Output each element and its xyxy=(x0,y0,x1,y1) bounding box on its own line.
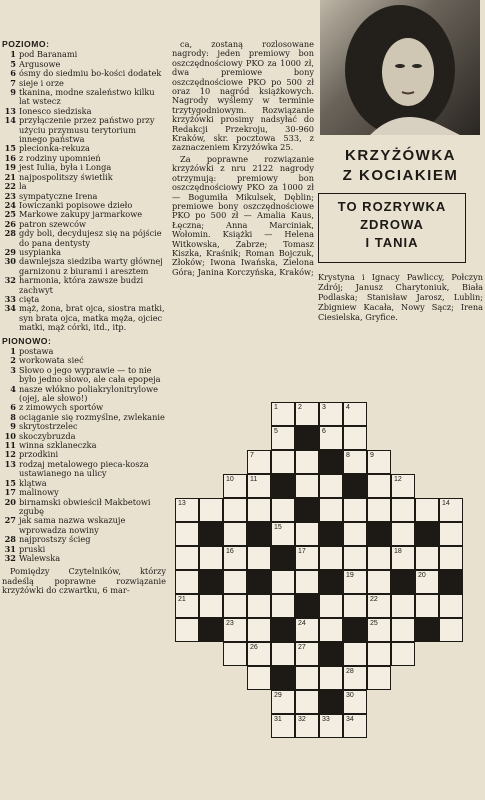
grid-cell[interactable] xyxy=(439,498,463,522)
clue-text: jest Iulia, była i Longa xyxy=(19,162,112,173)
slogan-box: TO ROZRYWKA ZDROWA I TANIA xyxy=(318,193,466,263)
clue-number: 30 xyxy=(4,256,16,267)
grid-cell[interactable] xyxy=(367,594,391,618)
grid-cell[interactable] xyxy=(367,474,391,498)
grid-cell[interactable] xyxy=(415,570,439,594)
grid-cell[interactable] xyxy=(319,666,343,690)
grid-cell[interactable] xyxy=(175,618,199,642)
grid-cell[interactable] xyxy=(199,546,223,570)
clue-text: ociąganie się rozmyślne, zwlekanie xyxy=(19,411,165,422)
clue-number: 20 xyxy=(4,496,16,507)
grid-cell[interactable] xyxy=(175,546,199,570)
grid-number: 15 xyxy=(274,524,282,531)
clue-number: 9 xyxy=(10,87,16,98)
clue-text: Argusowe xyxy=(19,58,61,69)
grid-number: 25 xyxy=(370,620,378,627)
clue-text: ósmy do siedmiu bo-kości dodatek xyxy=(19,68,162,79)
grid-cell[interactable] xyxy=(439,546,463,570)
grid-cell[interactable] xyxy=(271,690,295,714)
grid-black-cell xyxy=(319,690,343,714)
clue-item xyxy=(0,554,166,563)
grid-cell[interactable] xyxy=(247,642,271,666)
clue-text: sympatyczne Irena xyxy=(19,190,98,201)
grid-number: 33 xyxy=(322,716,330,723)
grid-cell[interactable] xyxy=(391,594,415,618)
grid-black-cell xyxy=(439,570,463,594)
grid-cell[interactable] xyxy=(415,546,439,570)
grid-number: 28 xyxy=(346,668,354,675)
grid-cell[interactable] xyxy=(391,642,415,666)
grid-cell[interactable] xyxy=(367,570,391,594)
clue-number: 11 xyxy=(4,440,16,451)
clue-text: z rodziny upomnień xyxy=(19,152,101,163)
grid-cell[interactable] xyxy=(247,474,271,498)
grid-cell[interactable] xyxy=(439,618,463,642)
clue-text: postawa xyxy=(19,346,54,356)
clue-number: 22 xyxy=(4,181,16,192)
clue-text: la xyxy=(19,181,27,192)
winners-list: Krystyna i Ignacy Pawliccy, Połczyn Zdrój; Janusz Charytoniuk, Biała Podlaska; Stanisław Jarosz, Lublin; Zbigniew Kacała, Nowy Sącz; Irena Ciesielska, Gryfice. xyxy=(318,272,483,322)
grid-cell[interactable] xyxy=(223,522,247,546)
grid-number: 16 xyxy=(226,548,234,555)
clue-text: usypianka xyxy=(19,246,61,257)
grid-black-cell xyxy=(199,522,223,546)
grid-number: 23 xyxy=(226,620,234,627)
grid-cell[interactable] xyxy=(391,498,415,522)
grid-number: 24 xyxy=(298,620,306,627)
clue-number: 1 xyxy=(10,49,16,60)
grid-black-cell xyxy=(295,594,319,618)
grid-cell[interactable] xyxy=(319,714,343,738)
grid-cell[interactable] xyxy=(295,546,319,570)
clue-number: 1 xyxy=(10,346,16,356)
clue-number: 32 xyxy=(4,552,16,563)
clue-number: 24 xyxy=(4,199,16,210)
grid-number: 2 xyxy=(298,404,302,411)
grid-number: 4 xyxy=(346,404,350,411)
clue-text: rodzaj metalowego pieca-kosza ustawianego na ulicy xyxy=(19,458,149,479)
clue-text: mąż, żona, brat ojca, siostra matki, syn brata ojca, matka męża, ojciec matki, mąż córki, itd., itp. xyxy=(19,303,165,333)
clue-number: 14 xyxy=(4,115,16,126)
grid-black-cell xyxy=(415,522,439,546)
clue-number: 13 xyxy=(4,458,16,469)
grid-number: 5 xyxy=(274,428,278,435)
grid-cell[interactable] xyxy=(319,594,343,618)
grid-cell[interactable] xyxy=(295,642,319,666)
grid-number: 31 xyxy=(274,716,282,723)
grid-cell[interactable] xyxy=(319,498,343,522)
clue-text: patron szewców xyxy=(19,218,87,229)
grid-cell[interactable] xyxy=(319,546,343,570)
grid-black-cell xyxy=(247,522,271,546)
grid-cell[interactable] xyxy=(295,666,319,690)
grid-number: 1 xyxy=(274,404,278,411)
grid-number: 10 xyxy=(226,476,234,483)
clue-text: przyłączenie przez państwo przy użyciu przymusu terytorium innego państwa xyxy=(19,115,155,145)
grid-cell[interactable] xyxy=(391,522,415,546)
clue-text: klątwa xyxy=(19,477,47,488)
grid-cell[interactable] xyxy=(367,450,391,474)
clue-text: harmonia, która zawsze budzi zachwyt xyxy=(19,275,144,295)
grid-cell[interactable] xyxy=(319,618,343,642)
clue-number: 29 xyxy=(4,246,16,257)
clue-text: jak sama nazwa wskazuje wprowadza nowiny xyxy=(19,515,126,535)
clue-text: Iowiczanki popisowe dzieło xyxy=(19,199,133,210)
grid-cell[interactable] xyxy=(367,666,391,690)
grid-cell[interactable] xyxy=(175,498,199,522)
grid-cell[interactable] xyxy=(343,570,367,594)
clue-text: nasze włókno poliakrylonitrylowe (ojej, ale słowo!) xyxy=(19,383,158,404)
grid-cell[interactable] xyxy=(343,594,367,618)
grid-number: 22 xyxy=(370,596,378,603)
clue-item xyxy=(0,460,166,479)
grid-black-cell xyxy=(319,570,343,594)
grid-black-cell xyxy=(271,666,295,690)
grid-cell[interactable] xyxy=(175,594,199,618)
grid-cell[interactable] xyxy=(343,426,367,450)
clue-number: 17 xyxy=(4,487,16,498)
grid-cell[interactable] xyxy=(343,450,367,474)
clue-number: 2 xyxy=(10,355,16,366)
clue-text: Słowo o jego wyprawie — to nie było jedno słowo, ale cała epopeja xyxy=(19,364,161,385)
clue-number: 7 xyxy=(10,77,16,88)
grid-cell[interactable] xyxy=(295,402,319,426)
grid-number: 30 xyxy=(346,692,354,699)
grid-cell[interactable] xyxy=(175,522,199,546)
grid-cell[interactable] xyxy=(271,642,295,666)
grid-cell[interactable] xyxy=(295,690,319,714)
clue-number: 12 xyxy=(4,449,16,460)
grid-cell[interactable] xyxy=(367,642,391,666)
clue-text: Markowe zakupy jarmarkowe xyxy=(19,209,143,220)
grid-black-cell xyxy=(343,474,367,498)
grid-black-cell xyxy=(271,618,295,642)
clue-number: 8 xyxy=(10,411,16,422)
clue-text: malinowy xyxy=(19,487,59,498)
grid-black-cell xyxy=(295,426,319,450)
grid-cell[interactable] xyxy=(295,618,319,642)
grid-black-cell xyxy=(391,570,415,594)
grid-number: 14 xyxy=(442,500,450,507)
grid-black-cell xyxy=(271,546,295,570)
grid-cell[interactable] xyxy=(295,570,319,594)
grid-cell[interactable] xyxy=(319,426,343,450)
down-heading: PIONOWO: xyxy=(2,335,52,346)
clue-text: najpospolitszy świetlik xyxy=(19,171,113,182)
grid-cell[interactable] xyxy=(271,426,295,450)
clue-item xyxy=(0,88,166,107)
grid-cell[interactable] xyxy=(223,546,247,570)
clue-number: 23 xyxy=(4,190,16,201)
clue-item xyxy=(0,304,166,332)
clue-number: 6 xyxy=(10,68,16,79)
across-clues xyxy=(0,50,166,332)
grid-cell[interactable] xyxy=(343,522,367,546)
grid-cell[interactable] xyxy=(391,546,415,570)
prize-text: ca, zostaną rozlosowane nagrody: jeden premiowy bon oszczędnościowy PKO za 1000 zł, dwa premiowe bony oszczędnościowe PKO po 500 zł oraz 10 nagród książkowych. Nagrody wyślemy w terminie trzytygodniowym. Rozwiązanie krzyżówki prosimy nadsyłać do Redakcji Przekroju, 30-960 Kraków, skr. pocztowa 533, z zaznaczeniem Krzyżówka 25. xyxy=(172,39,314,153)
grid-cell[interactable] xyxy=(247,666,271,690)
grid-number: 8 xyxy=(346,452,350,459)
grid-cell[interactable] xyxy=(199,594,223,618)
clue-number: 33 xyxy=(4,293,16,304)
grid-black-cell xyxy=(343,618,367,642)
grid-cell[interactable] xyxy=(223,618,247,642)
clue-number: 5 xyxy=(10,58,16,69)
clue-text: skoczybruzda xyxy=(19,430,76,441)
clue-number: 9 xyxy=(10,421,16,432)
grid-cell[interactable] xyxy=(439,594,463,618)
across-heading: POZIOMO: xyxy=(2,39,50,49)
kitten-photo xyxy=(320,0,480,135)
clue-text: przodkini xyxy=(19,449,59,460)
grid-black-cell xyxy=(319,522,343,546)
clue-item xyxy=(0,257,166,276)
clue-text: workowata sieć xyxy=(19,355,84,366)
grid-cell[interactable] xyxy=(271,402,295,426)
grid-black-cell xyxy=(199,618,223,642)
clue-text: plecionka-rekuza xyxy=(19,143,90,154)
clue-text: Walewska xyxy=(19,552,61,563)
grid-number: 21 xyxy=(178,596,186,603)
clue-item xyxy=(0,498,166,517)
grid-cell[interactable] xyxy=(343,546,367,570)
grid-black-cell xyxy=(319,642,343,666)
grid-cell[interactable] xyxy=(319,402,343,426)
grid-cell[interactable] xyxy=(175,570,199,594)
grid-cell[interactable] xyxy=(271,498,295,522)
grid-cell[interactable] xyxy=(295,474,319,498)
clue-item xyxy=(0,516,166,535)
grid-cell[interactable] xyxy=(247,594,271,618)
grid-cell[interactable] xyxy=(343,714,367,738)
clue-number: 4 xyxy=(10,383,16,394)
clue-number: 6 xyxy=(10,402,16,413)
clue-text: pod Baranami xyxy=(19,49,78,60)
clue-number: 27 xyxy=(4,515,16,526)
grid-number: 27 xyxy=(298,644,306,651)
clue-item xyxy=(0,229,166,248)
grid-black-cell xyxy=(415,618,439,642)
grid-cell[interactable] xyxy=(343,690,367,714)
grid-cell[interactable] xyxy=(247,618,271,642)
clue-item xyxy=(0,276,166,295)
clue-number: 28 xyxy=(4,228,16,239)
grid-cell[interactable] xyxy=(271,594,295,618)
grid-cell[interactable] xyxy=(223,594,247,618)
grid-number: 20 xyxy=(418,572,426,579)
grid-black-cell xyxy=(271,474,295,498)
grid-cell[interactable] xyxy=(223,474,247,498)
grid-number: 17 xyxy=(298,548,306,555)
clue-number: 15 xyxy=(4,477,16,488)
clue-text: Ionesco siedziska xyxy=(19,105,92,116)
grid-number: 18 xyxy=(394,548,402,555)
down-clues xyxy=(0,347,166,563)
grid-number: 32 xyxy=(298,716,306,723)
clue-text: najprostszy ścieg xyxy=(19,534,91,545)
clue-text: z zimowych sportów xyxy=(19,402,104,413)
grid-cell[interactable] xyxy=(271,450,295,474)
grid-number: 34 xyxy=(346,716,354,723)
grid-cell[interactable] xyxy=(343,666,367,690)
clue-number: 32 xyxy=(4,275,16,286)
clue-text: dawnlejsza siedziba warty głównej garnizonu z biurami i aresztem xyxy=(19,256,163,276)
grid-cell[interactable] xyxy=(271,714,295,738)
clue-number: 3 xyxy=(10,364,16,375)
clue-text: birnamski obwieścił Makbetowi zgubę xyxy=(19,496,151,516)
grid-number: 6 xyxy=(322,428,326,435)
grid-number: 13 xyxy=(178,500,186,507)
grid-number: 9 xyxy=(370,452,374,459)
grid-black-cell xyxy=(295,498,319,522)
grid-cell[interactable] xyxy=(391,618,415,642)
contest-intro: Pomiędzy Czytelników, którzy nadeślą poprawne rozwiązanie krzyżówki do czwartku, 6 mar- xyxy=(2,566,166,596)
clue-text: gdy boli, decydujesz się na pójście do pana dentysty xyxy=(19,228,162,248)
grid-cell[interactable] xyxy=(295,450,319,474)
clue-number: 19 xyxy=(4,162,16,173)
grid-black-cell xyxy=(199,570,223,594)
grid-black-cell xyxy=(319,450,343,474)
clue-text: winna szklaneczka xyxy=(19,440,97,451)
grid-number: 29 xyxy=(274,692,282,699)
grid-number: 11 xyxy=(250,476,258,483)
clue-item xyxy=(0,385,166,404)
clue-number: 21 xyxy=(4,171,16,182)
clue-item xyxy=(0,116,166,144)
clue-number: 13 xyxy=(4,105,16,116)
grid-cell[interactable] xyxy=(295,714,319,738)
grid-cell[interactable] xyxy=(247,450,271,474)
grid-cell[interactable] xyxy=(247,546,271,570)
clue-item xyxy=(0,366,166,385)
grid-cell[interactable] xyxy=(343,498,367,522)
clue-number: 31 xyxy=(4,543,16,554)
grid-black-cell xyxy=(367,522,391,546)
clue-number: 26 xyxy=(4,218,16,229)
grid-number: 7 xyxy=(250,452,254,459)
grid-cell[interactable] xyxy=(199,498,223,522)
grid-cell[interactable] xyxy=(367,498,391,522)
clue-number: 10 xyxy=(4,430,16,441)
clue-text: cięta xyxy=(19,293,40,304)
clue-text: sieje i orze xyxy=(19,77,64,88)
grid-number: 26 xyxy=(250,644,258,651)
grid-cell[interactable] xyxy=(223,642,247,666)
clue-number: 25 xyxy=(4,209,16,220)
clue-text: pruski xyxy=(19,543,46,554)
grid-cell[interactable] xyxy=(319,474,343,498)
clues-column xyxy=(0,40,166,800)
grid-cell[interactable] xyxy=(343,402,367,426)
grid-cell[interactable] xyxy=(271,570,295,594)
grid-cell[interactable] xyxy=(223,570,247,594)
grid-number: 12 xyxy=(394,476,402,483)
grid-number: 3 xyxy=(322,404,326,411)
clue-number: 15 xyxy=(4,143,16,154)
grid-cell[interactable] xyxy=(223,498,247,522)
clue-text: tkanina, modne szaleństwo kilku lat wstecz xyxy=(19,87,155,107)
clue-number: 16 xyxy=(4,152,16,163)
clue-text: skrytostrzelec xyxy=(19,421,78,432)
grid-cell[interactable] xyxy=(247,498,271,522)
grid-cell[interactable] xyxy=(439,522,463,546)
grid-cell[interactable] xyxy=(391,474,415,498)
grid-cell[interactable] xyxy=(271,522,295,546)
grid-cell[interactable] xyxy=(367,618,391,642)
contest-info xyxy=(172,40,314,279)
grid-cell[interactable] xyxy=(367,546,391,570)
grid-cell[interactable] xyxy=(295,522,319,546)
grid-number: 19 xyxy=(346,572,354,579)
grid-cell[interactable] xyxy=(343,642,367,666)
winners-text: Za poprawne rozwiązanie krzyżówki z nru 2122 nagrody otrzymują: premiowy bon oszczędnościowy PKO za 1000 zł — Bogumiła Mikulsek, Dęblin; premiowe bony oszczędnościowe PKO po 500 zł — Amalia Kaus, Łęczna; Anna Marciniak, Wołomin. Książki — Helena Witkowska, Zabrze; Tomasz Kiszka, Kraśnik; Roman Bojczuk, Złoków; Iwona Iwańska, Zielona Góra; Janina Korczyńska, Kraków; xyxy=(172,153,314,277)
grid-cell[interactable] xyxy=(415,594,439,618)
grid-black-cell xyxy=(247,570,271,594)
page-title: KRZYŻÓWKA Z KOCIAKIEM xyxy=(342,147,459,184)
grid-cell[interactable] xyxy=(415,498,439,522)
clue-number: 28 xyxy=(4,534,16,545)
clue-number: 34 xyxy=(4,303,16,314)
